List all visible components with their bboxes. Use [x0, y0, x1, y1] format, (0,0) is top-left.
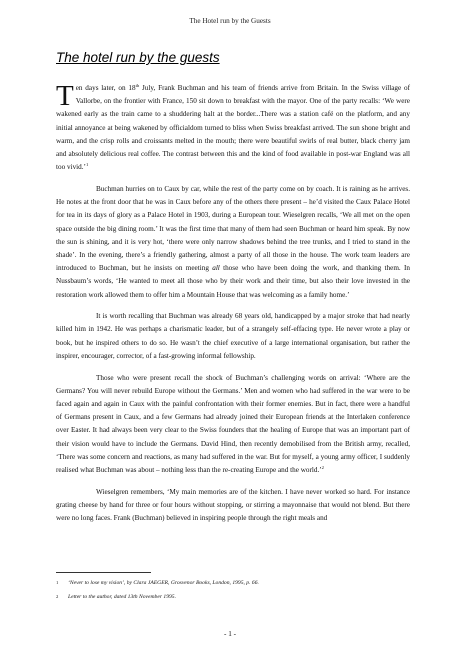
- paragraph-4-text: Those who were present recall the shock of Buchman’s challenging words on arrival: ‘Where are the Germans? You will never rebuild Europe without the Germans.’ Men and women who had suffered in the war were to be faced again and again in Caux with the painful confrontation with their former enemies. But in fact, there were a handful of Germans present in Caux, and a few Germans had already joined their European friends at the Interlaken conference over Easter. It had always been very clear to the Swiss founders that the healing of Europe that was an important part of their vision would have to include the Germans. David Hind, then recently demobilised from the British army, recalled, ‘There was some concern and reactions, as many had suffered in the war. But for myself, a young army officer, I suddenly realised what Buchman was about – nothing less than the re-creating Europe and the world.’: [56, 373, 410, 474]
- footnote-text: ‘Never to lose my vision’, by Clara JAEGER, Grosvenor Books, London, 1995, p. 66.: [68, 580, 259, 586]
- body-text: [56, 82, 410, 534]
- running-head: The Hotel run by the Guests: [189, 17, 271, 25]
- paragraph-1-text-a: en days later, on 18: [75, 84, 136, 92]
- paragraph-2-text-b: those who have been doing the work, and thanking them. In Nussbaum’s words, ‘He wanted to meet all those who by their work and their time, but also their love invested in the restoration work allowed them to offer him a Mountain House that was welcoming as a family home.’: [56, 264, 410, 299]
- drop-cap: T: [56, 80, 74, 112]
- footnote-ref-1[interactable]: 1: [85, 162, 89, 168]
- paragraph-4: [56, 372, 410, 478]
- footnote-ref-2[interactable]: 2: [321, 464, 324, 470]
- date-superscript: th: [135, 83, 140, 88]
- footnotes: [56, 576, 410, 604]
- paragraph-5: Wieselgren remembers, ‘My main memories are of the kitchen. I have never worked so hard. For instance grating cheese by hand for three or four hours without stopping, or stirring a mayonnaise that would not blend. But there were no long faces. Frank (Buchman) believed in inspiring people through the right meals and: [56, 487, 410, 523]
- page-number: - 1 -: [224, 630, 236, 638]
- footnote-2: [56, 590, 410, 604]
- footnote-text: Letter to the author, dated 13th November 1995.: [68, 594, 176, 600]
- footnote-number: 2: [56, 594, 59, 599]
- paragraph-2: [56, 183, 410, 302]
- paragraph-1-text-b: July, Frank Buchman and his team of friends arrive from Britain. In the Swiss village of Vallorbe, on the frontier with France, 150 sit down to breakfast with the mayor. One of the party recalls: ‘We were wakened early as the train came to a shuddering halt at the border...There was a station café on the platform, and any initial annoyance at being wakened by officialdom turned to bliss when Swiss breakfast arrived. The sun shone bright and warm, and the crisp rolls and croissants melted in the mouth; there were beautiful swirls of real butter, black cherry jam and absolutely delicious real coffee. The contrast between this and the kind of food available in post-war England was all too vivid.’: [56, 84, 410, 172]
- paragraph-2-emphasis: all: [212, 264, 220, 273]
- paragraph-2-text-a: Buchman hurries on to Caux by car, while the rest of the party come on by coach. It is raining as he arrives. He notes at the front door that he was in Caux before any of the others there present – he’d visited the Caux Palace Hotel for tea in its days of glory as a Palace Hotel in 1903, during a European tour. Wieselgren recalls, ‘We all met on the open space outside the big dining room.’ It was the first time that many of them had seen Buchman or heard him speak. By now the sun is shining, and it is very hot, ‘there were only narrow shadows behind the tree trunks, and I tried to stand in the shade’. In the evening, there’s a friendly gathering, almost a party of all those in the house. The work team leaders are introduced to Buchman, but he insists on meeting: [56, 184, 410, 273]
- page-title: The hotel run by the guests: [56, 50, 220, 65]
- footnote-divider: [56, 572, 151, 573]
- paragraph-1: [56, 82, 410, 174]
- footnote-1: [56, 576, 410, 590]
- footnote-number: 1: [56, 580, 59, 585]
- paragraph-3: It is worth recalling that Buchman was already 68 years old, handicapped by a major stroke that had nearly killed him in 1942. He was perhaps a charismatic leader, but of a strangely self-effacing type. He never wrote a play or book, but he inspired others to do so. He wasn’t the chief executive of a large international organisation, but rather the inspirer, encourager, corrector, of a fast-growing informal fellowship.: [56, 312, 410, 360]
